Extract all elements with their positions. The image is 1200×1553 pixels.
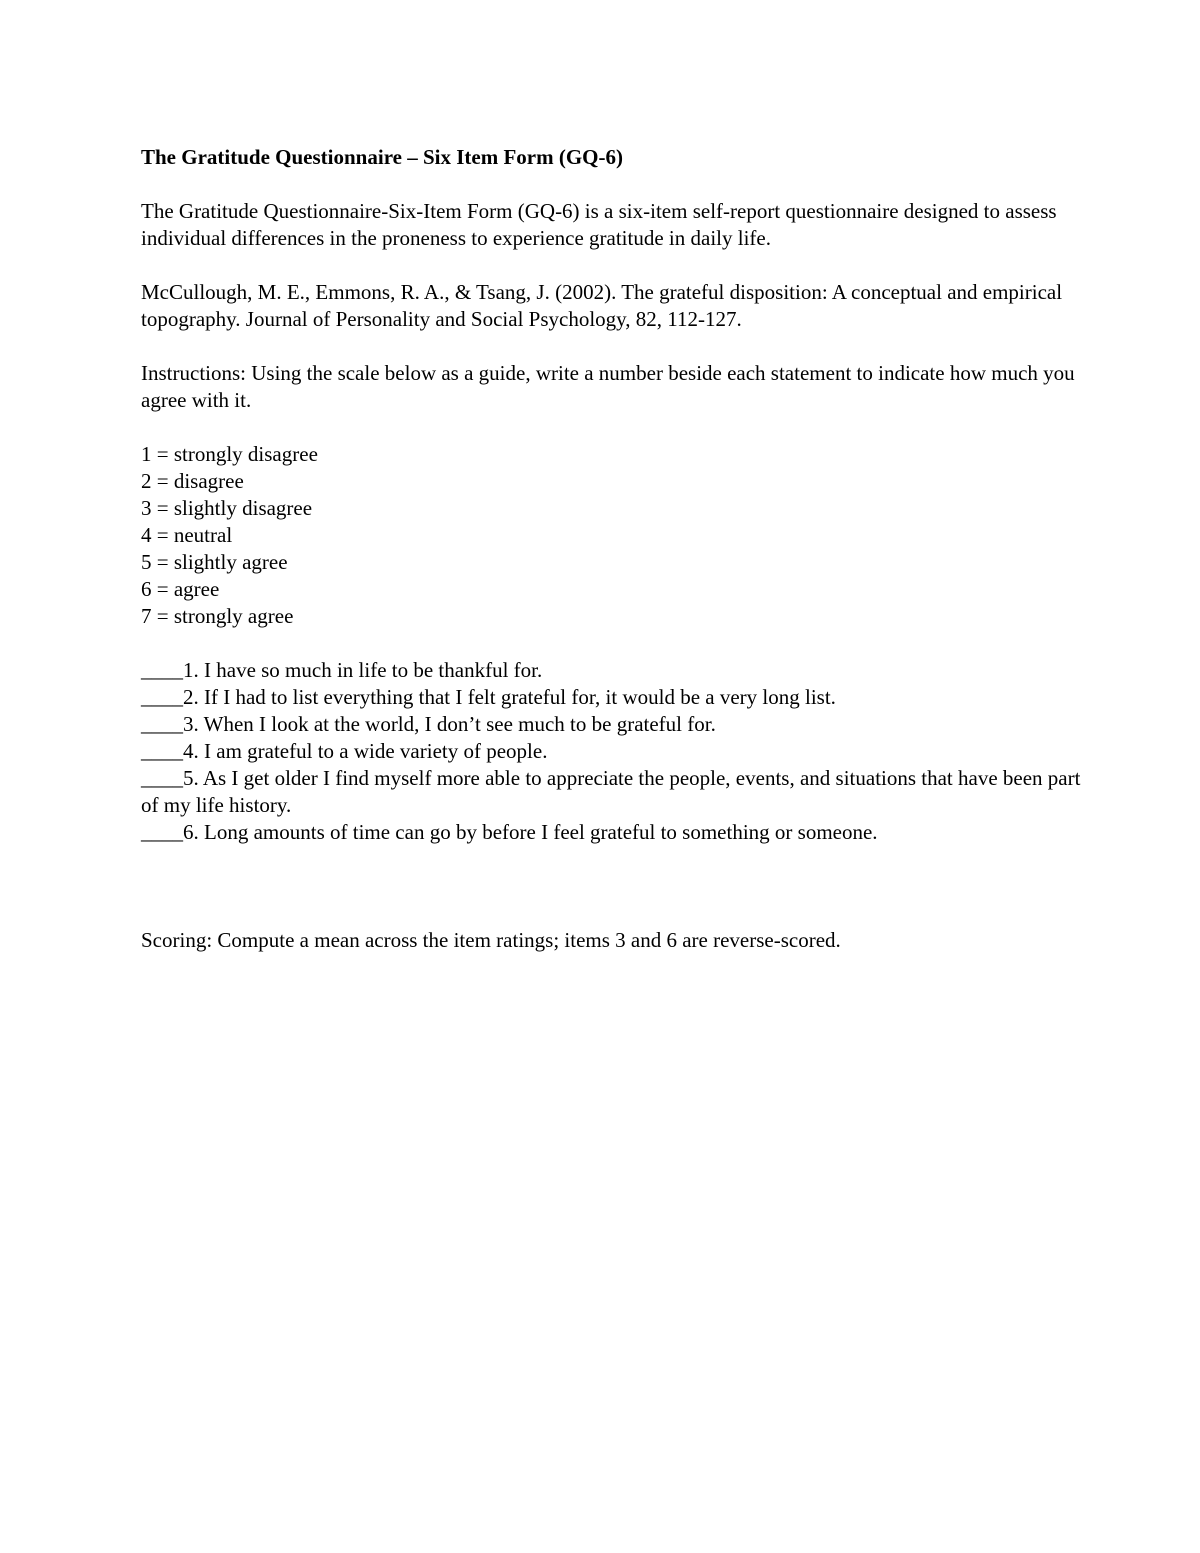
scale-item: 6 = agree — [141, 577, 220, 601]
scale-item: 7 = strongly agree — [141, 604, 294, 628]
document-content — [141, 144, 1081, 981]
document-title: The Gratitude Questionnaire – Six Item Form (GQ-6) — [141, 145, 623, 169]
scale-item: 1 = strongly disagree — [141, 442, 318, 466]
scale-item: 3 = slightly disagree — [141, 496, 313, 520]
scale-item: 5 = slightly agree — [141, 550, 288, 574]
rating-scale-list — [141, 441, 1081, 630]
questionnaire-item: ____6. Long amounts of time can go by before I feel grateful to something or someone. — [141, 820, 878, 844]
questionnaire-item: ____1. I have so much in life to be thankful for. — [141, 658, 543, 682]
questionnaire-items-list — [141, 657, 1081, 846]
scale-item: 4 = neutral — [141, 523, 233, 547]
scale-item: 2 = disagree — [141, 469, 244, 493]
citation-paragraph: McCullough, M. E., Emmons, R. A., & Tsang, J. (2002). The grateful disposition: A conceptual and empirical topography. Journal of Personality and Social Psychology, 82, 112-127. — [141, 280, 1063, 331]
instructions-paragraph: Instructions: Using the scale below as a guide, write a number beside each statement to indicate how much you agree with it. — [141, 361, 1075, 412]
questionnaire-item: ____4. I am grateful to a wide variety of people. — [141, 739, 548, 763]
questionnaire-item: ____3. When I look at the world, I don’t see much to be grateful for. — [141, 712, 716, 736]
vertical-spacer — [141, 873, 1081, 927]
description-paragraph: The Gratitude Questionnaire-Six-Item Form (GQ-6) is a six-item self-report questionnaire designed to assess individual differences in the proneness to experience gratitude in daily life. — [141, 199, 1057, 250]
questionnaire-item: ____2. If I had to list everything that I felt grateful for, it would be a very long list. — [141, 685, 836, 709]
questionnaire-item: ____5. As I get older I find myself more able to appreciate the people, events, and situations that have been part of my life history. — [141, 766, 1081, 817]
scoring-paragraph: Scoring: Compute a mean across the item ratings; items 3 and 6 are reverse-scored. — [141, 928, 841, 952]
